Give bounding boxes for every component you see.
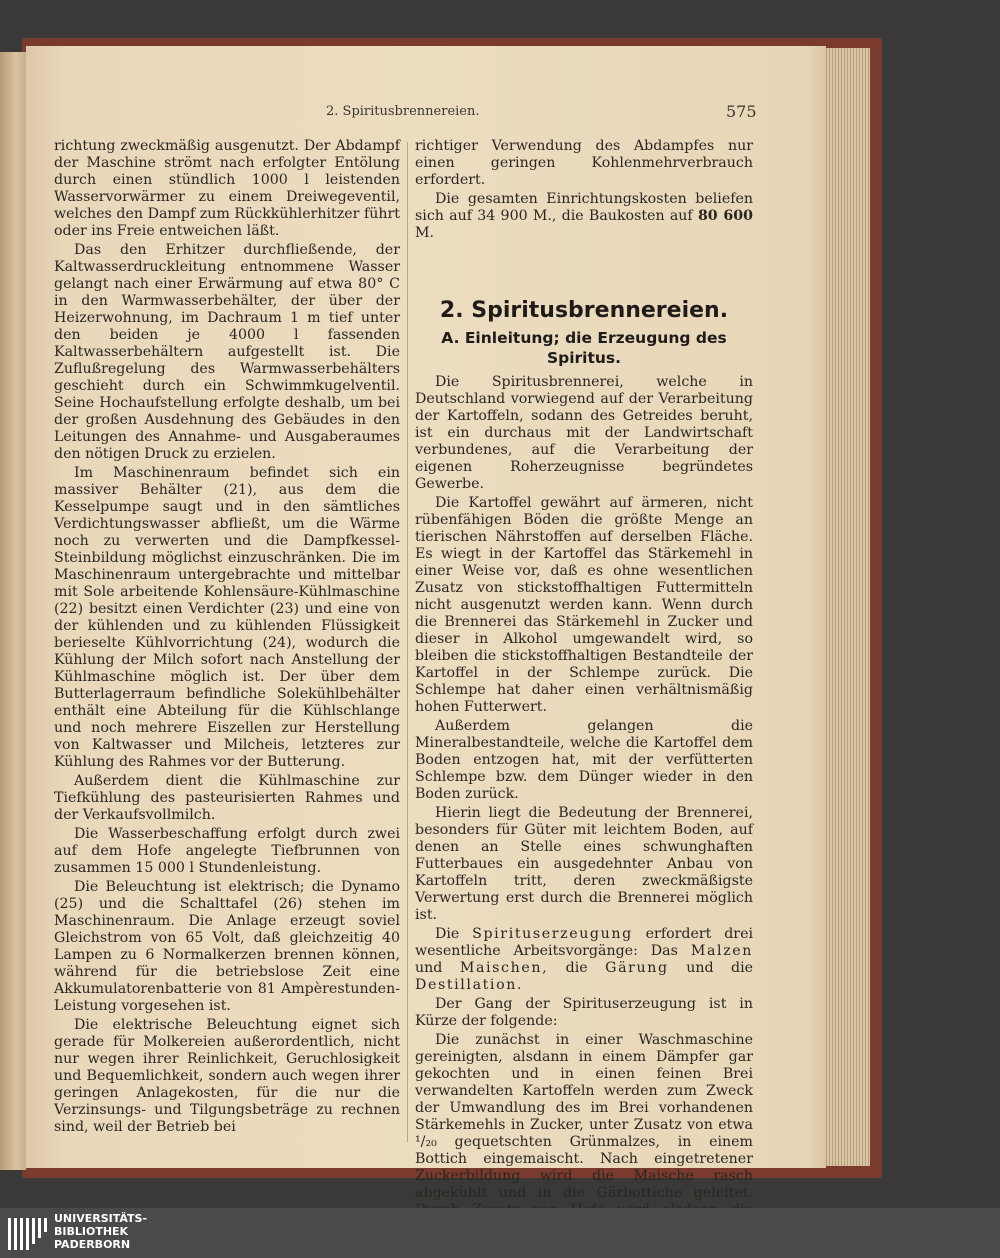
paragraph: Der Gang der Spirituserzeugung ist in Kürze der folgende: bbox=[415, 996, 753, 1029]
bold-amount: 80 600 bbox=[697, 208, 753, 224]
spaced-term: Malzen bbox=[690, 943, 754, 959]
text-span: und die bbox=[686, 960, 754, 976]
page-edges bbox=[824, 48, 870, 1166]
left-column bbox=[54, 138, 400, 1138]
paragraph: Die Spiritusbrennerei, welche in Deutschland vorwiegend auf der Verarbeitung der Kartoffeln, sodann des Getreides beruht, ist ein durchaus mit der Landwirtschaft verbundenes, auf die Verarbeitung der eigenen Roherzeugnisse begründetes Gewerbe. bbox=[415, 374, 753, 492]
left-page-edge bbox=[0, 52, 26, 1170]
paragraph bbox=[415, 1032, 753, 1236]
spaced-term: Destillation. bbox=[415, 977, 524, 993]
column-divider bbox=[407, 142, 408, 1142]
library-logo-icon bbox=[6, 1212, 48, 1254]
running-head: 2. Spiritusbrennereien. bbox=[326, 104, 480, 119]
paragraph: Außerdem dient die Kühlmaschine zur Tiefkühlung des pasteurisierten Rahmes und der Verkaufsvollmilch. bbox=[54, 773, 400, 823]
text-span: die bbox=[565, 960, 588, 976]
text-span: und bbox=[415, 960, 443, 976]
library-name-line: BIBLIOTHEK bbox=[54, 1225, 129, 1238]
spaced-term: Maischen, bbox=[459, 960, 549, 976]
paragraph: Das den Erhitzer durchfließende, der Kaltwasserdruckleitung entnommene Wasser gelangt nach einer Erwärmung auf etwa 80° C in den Warmwasserbehälter, der über der Heizerwohnung, im Dachraum 1 m tief unter den beiden je 4000 l fassenden Kaltwasserbehältern aufgestellt ist. Die Zuflußregelung des Warmwasserbehälters geschieht durch ein Schwimmkugelventil. Seine Hochaufstellung erfolgte deshalb, um bei der großen Ausdehnung des Gebäudes in den Leitungen des Annahme- und Ausgaberaumes den nötigen Druck zu erzielen. bbox=[54, 242, 400, 462]
text-span: erfordert drei wesentliche Arbeitsvorgänge: Das bbox=[415, 926, 754, 959]
text-span: Die zunächst in einer Waschmaschine gereinigten, alsdann in einem Dämpfer gar gekochten und in einen feinen Brei verwandelten Kartoffeln werden zum Zweck der Umwandlung des im Brei vorhandenen Stärkemehls in Zucker, unter Zusatz von etwa bbox=[415, 1032, 753, 1133]
paragraph: richtung zweckmäßig ausgenutzt. Der Abdampf der Maschine strömt nach erfolgter Entölung durch einen stündlich 1000 l leistenden Wasservorwärmer zu einem Dreiwegeventil, welches den Dampf zum Rückkühlerhitzer führt oder ins Freie entweichen läßt. bbox=[54, 138, 400, 239]
paragraph: Die Wasserbeschaffung erfolgt durch zwei auf dem Hofe angelegte Tiefbrunnen von zusammen 15 000 l Stundenleistung. bbox=[54, 826, 400, 876]
spaced-term: Spirituserzeugung bbox=[472, 926, 633, 942]
library-name bbox=[54, 1212, 147, 1251]
right-column bbox=[415, 138, 753, 1238]
paragraph: Die Beleuchtung ist elektrisch; die Dynamo (25) und die Schalttafel (26) stehen im Maschinenraum. Die Anlage erzeugt soviel Gleichstrom von 65 Volt, daß gleichzeitig 40 Lampen zu 6 Normalkerzen brennen können, während für die betriebslose Zeit eine Akkumulatorenbatterie von 81 Ampèrestunden-Leistung vorgesehen ist. bbox=[54, 879, 400, 1014]
text-span: Die bbox=[435, 926, 460, 942]
paragraph bbox=[415, 926, 753, 994]
paragraph: Hierin liegt die Bedeutung der Brennerei, besonders für Güter mit leichtem Boden, auf denen an Stelle eines schwunghaften Futterbaues ein ausgedehnter Anbau von Kartoffeln tritt, deren zweckmäßigste Verwertung erst durch die Brennerei möglich ist. bbox=[415, 805, 753, 923]
library-footer bbox=[0, 1208, 1000, 1258]
page-number: 575 bbox=[726, 102, 757, 121]
paragraph bbox=[415, 191, 753, 242]
spaced-term: Gärung bbox=[605, 960, 669, 976]
paragraph: Die Kartoffel gewährt auf ärmeren, nicht rübenfähigen Böden die größte Menge an tierischen Nährstoffen auf derselben Fläche. Es wiegt in der Kartoffel das Stärkemehl in einer Weise vor, daß es ohne wesentlichen Zusatz von stickstoffhaltigen Futtermitteln nicht ausgenutzt werden kann. Wenn durch die Brennerei das Stärkemehl in Zucker und dieser in Alkohol umgewandelt wird, so bleiben die stickstoffhaltigen Bestandteile der Kartoffel in der Schlempe zurück. Die Schlempe hat daher einen verhältnismäßig hohen Futterwert. bbox=[415, 495, 753, 715]
paragraph: Die elektrische Beleuchtung eignet sich gerade für Molkereien außerordentlich, nicht nur wegen ihrer Reinlichkeit, Geruchlosigkeit und Bequemlichkeit, sondern auch wegen ihrer geringen Anlagekosten, für die nur die Verzinsungs- und Tilgungsbeträge zu rechnen sind, weil der Betrieb bei bbox=[54, 1017, 400, 1135]
library-name-line: UNIVERSITÄTS- bbox=[54, 1212, 148, 1225]
book-page bbox=[26, 46, 826, 1201]
text-span: M. bbox=[415, 225, 435, 241]
text-span: Die gesamten Einrichtungskosten beliefen sich auf 34 900 M., die Baukosten auf bbox=[415, 191, 753, 224]
paragraph: richtiger Verwendung des Abdampfes nur einen geringen Kohlenmehrverbrauch erfordert. bbox=[415, 138, 753, 188]
library-name-line: PADERBORN bbox=[54, 1238, 131, 1251]
text-span: gequetschten Grünmalzes, in einem Bottich eingemaischt. Nach eingetretener Zuckerbildung wird die Maische rasch abgekühlt und in die Gärbottiche geleitet. bbox=[415, 1134, 753, 1201]
paragraph: Im Maschinenraum befindet sich ein massiver Behälter (21), aus dem die Kesselpumpe saugt und in den sämtliches Verdichtungswasser abfließt, um die Wärme noch zu verwerten und die Dampfkessel-Steinbildung möglichst einzuschränken. Die im Maschinenraum untergebrachte und mittelbar mit Sole arbeitende Kohlensäure-Kühlmaschine (22) besitzt einen Verdichter (23) und eine von der kühlenden und zu kühlenden Flüssigkeit berieselte Kühlvorrichtung (24), wodurch die Kühlung der Milch sofort nach Anstellung der Kühlmaschine möglich ist. Der über dem Butterlagerraum befindliche Solekühlbehälter enthält eine Abteilung für die Kühlschlange und noch mehrere Eiszellen zur Herstellung von Kaltwasser und Milcheis, letzteres zur Kühlung des Rahmes vor der Butterung. bbox=[54, 465, 400, 770]
section-title: 2. Spiritusbrennereien. bbox=[439, 298, 729, 323]
paragraph: Außerdem gelangen die Mineralbestandteile, welche die Kartoffel dem Boden entzogen hat, mit der verfütterten Schlempe bzw. dem Dünger wieder in den Boden zurück. bbox=[415, 718, 753, 802]
fraction: ¹/₂₀ bbox=[415, 1134, 437, 1150]
subsection-title: A. Einleitung; die Erzeugung des Spiritus. bbox=[441, 329, 727, 367]
